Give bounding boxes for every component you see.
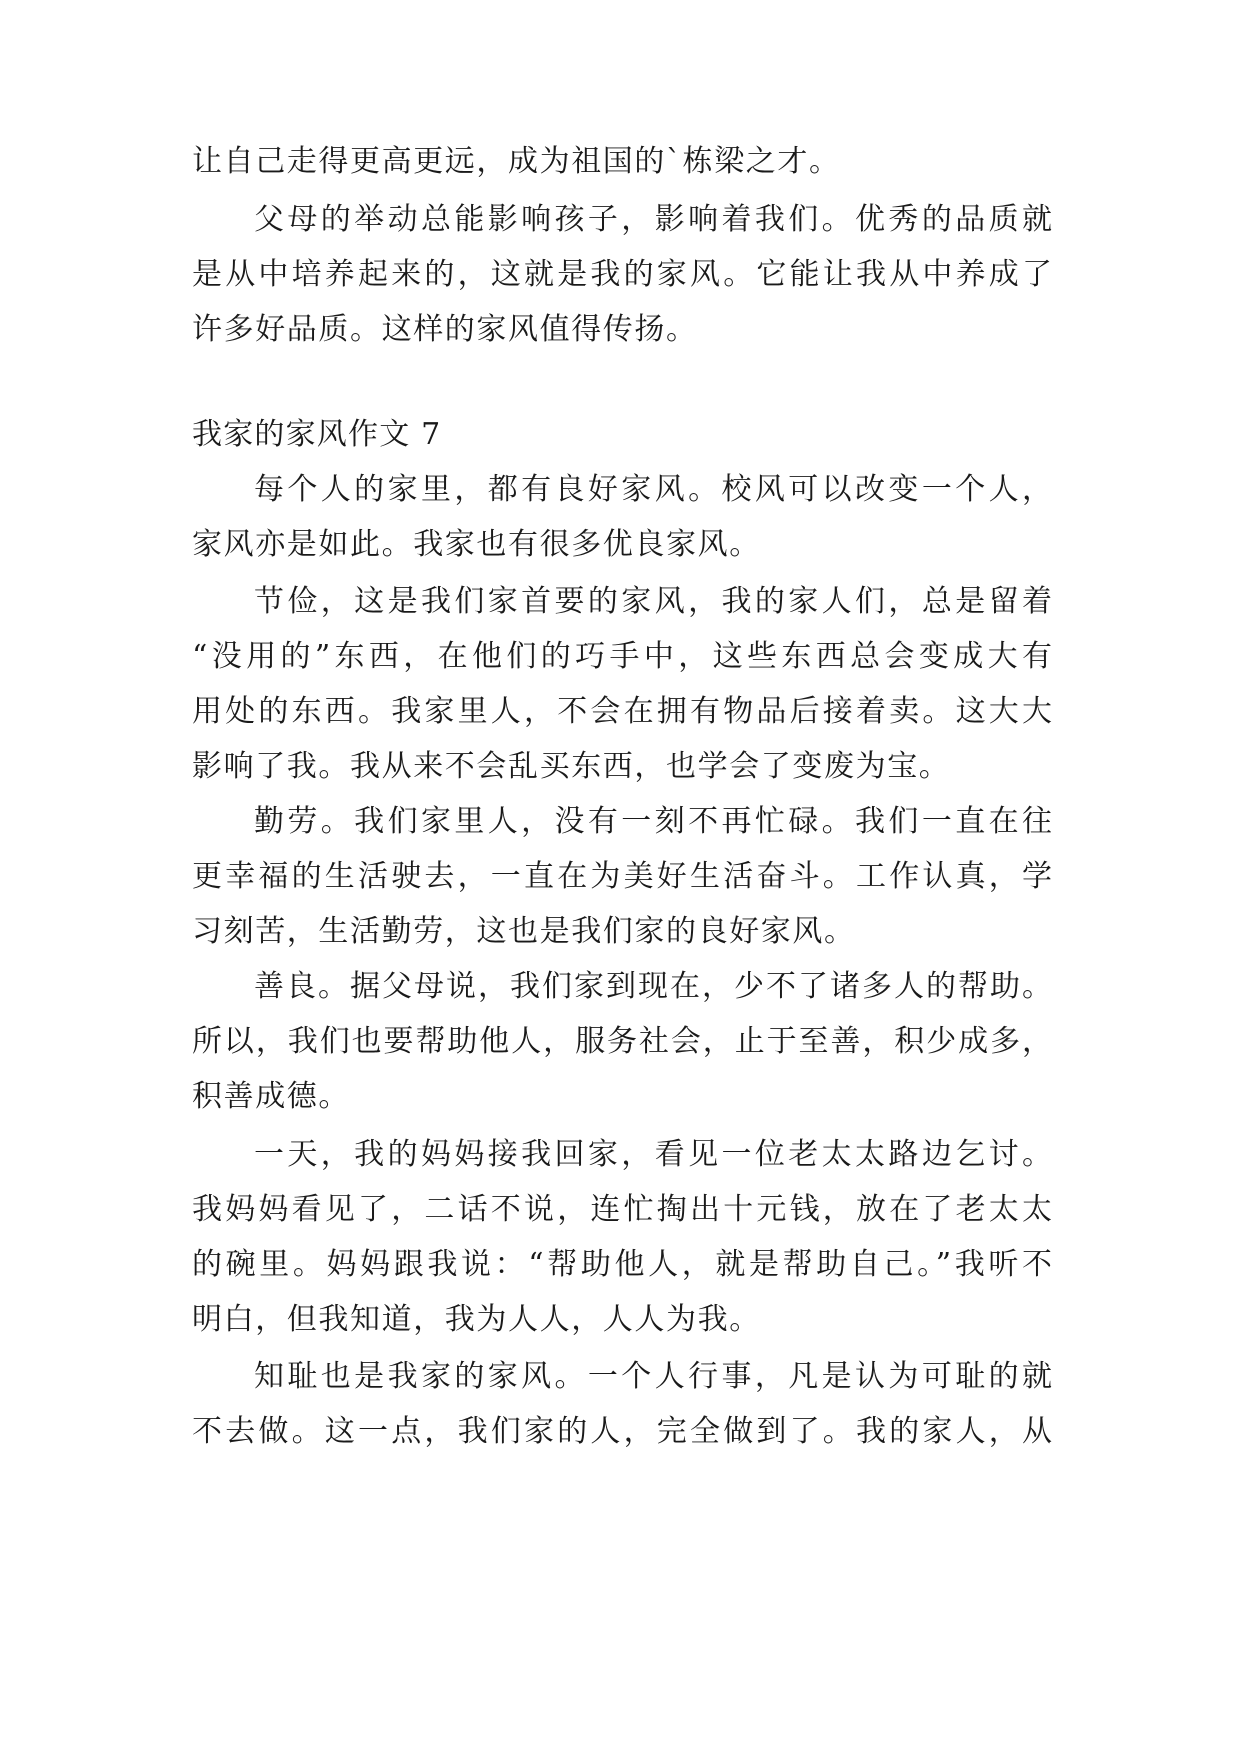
paragraph-line: 父母的举动总能影响孩子，影响着我们。优秀的品质就	[254, 202, 1052, 237]
paragraph-line: 更幸福的生活驶去，一直在为美好生活奋斗。工作认真，学	[192, 859, 1052, 894]
paragraph-line: 知耻也是我家的家风。一个人行事，凡是认为可耻的就	[254, 1359, 1052, 1394]
paragraph-line: “没用的”东西，在他们的巧手中，这些东西总会变成大有	[192, 639, 1052, 674]
paragraph-line: 用处的东西。我家里人，不会在拥有物品后接着卖。这大大	[192, 694, 1052, 729]
paragraph-line: 积善成德。	[192, 1079, 350, 1114]
paragraph-line: 习刻苦，生活勤劳，这也是我们家的良好家风。	[192, 914, 856, 949]
paragraph-line: 是从中培养起来的，这就是我的家风。它能让我从中养成了	[192, 257, 1052, 292]
section-title: 我家的家风作文 7	[192, 417, 442, 452]
paragraph-line: 不去做。这一点，我们家的人，完全做到了。我的家人，从	[192, 1414, 1052, 1449]
paragraph-line: 一天，我的妈妈接我回家，看见一位老太太路边乞讨。	[254, 1137, 1052, 1172]
paragraph-line: 所以，我们也要帮助他人，服务社会，止于至善，积少成多，	[192, 1024, 1052, 1059]
paragraph-line: 我妈妈看见了，二话不说，连忙掏出十元钱，放在了老太太	[192, 1192, 1052, 1227]
paragraph-line: 善良。据父母说，我们家到现在，少不了诸多人的帮助。	[254, 969, 1052, 1004]
paragraph-line: 勤劳。我们家里人，没有一刻不再忙碌。我们一直在往	[254, 804, 1052, 839]
paragraph-line: 每个人的家里，都有良好家风。校风可以改变一个人，	[254, 472, 1052, 507]
paragraph-line: 家风亦是如此。我家也有很多优良家风。	[192, 527, 761, 562]
paragraph-line: 节俭，这是我们家首要的家风，我的家人们，总是留着	[254, 584, 1052, 619]
paragraph-line: 影响了我。我从来不会乱买东西，也学会了变废为宝。	[192, 749, 951, 784]
paragraph-line: 明白，但我知道，我为人人，人人为我。	[192, 1302, 761, 1337]
paragraph-line: 的碗里。妈妈跟我说：“帮助他人，就是帮助自己。”我听不	[192, 1247, 1052, 1282]
paragraph-line: 许多好品质。这样的家风值得传扬。	[192, 312, 698, 347]
continuation-line: 让自己走得更高更远，成为祖国的`栋梁之才。	[192, 144, 841, 179]
